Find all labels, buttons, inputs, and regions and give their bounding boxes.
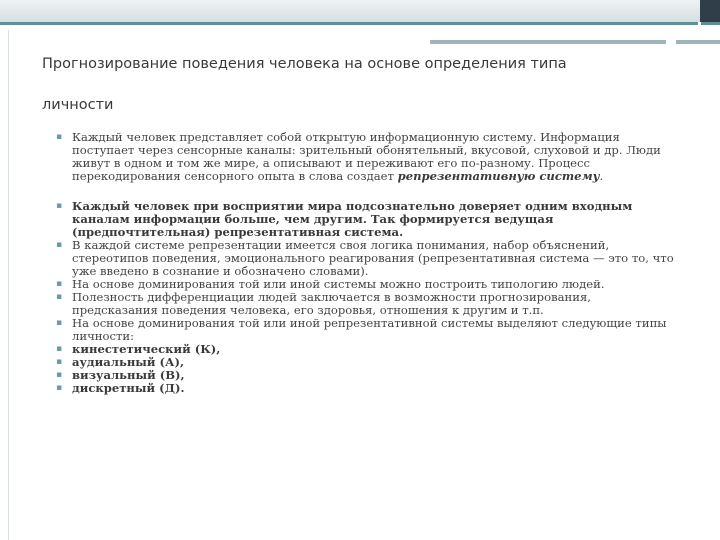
slide-title-line2: личности [42,97,114,113]
bullet-item-info-system [56,131,676,183]
item-text: Каждый человек представляет собой открытую информационную систему. Информация поступает через сенсорные каналы: зрительный обонятельный, вкусовой, слуховой и др. Люди живут в одном и том же мире, а описывают и переживают его по-разному. Процесс перекодирования сенсорного опыта в слова создает [72,130,661,183]
accent-line-right [701,22,720,25]
bullet-icon: ▪ [56,383,63,393]
top-band-dark [700,0,720,22]
item-emphasis: репрезентативную систему [397,169,600,183]
bullet-item-discrete [56,382,676,395]
bullet-icon: ▪ [56,201,63,211]
top-band [0,0,720,22]
top-band-light [0,0,700,22]
bullet-icon: ▪ [56,318,63,328]
left-guide-line [8,30,9,540]
item-text: визуальный (В), [72,368,185,382]
slide-body [56,131,676,395]
bullet-icon: ▪ [56,344,63,354]
item-end: . [599,169,604,183]
slide-title [42,44,682,126]
item-text: Каждый человек при восприятии мира подсознательно доверяет одним входным каналам информации больше, чем другим. Так формируется ведущая (предпочтительная) репрезентативная система. [72,199,633,239]
item-text: Полезность дифференциации людей заключается в возможности прогнозирования, предсказания поведения человека, его здоровья, отношения к другим и т.п. [72,290,591,317]
bullet-icon: ▪ [56,132,63,142]
accent-line [0,22,698,25]
bullet-item-logic [56,239,676,278]
bullet-icon: ▪ [56,357,63,367]
bullet-item-types-intro [56,317,676,343]
item-text: В каждой системе репрезентации имеется своя логика понимания, набор объяснений, стереотипов поведения, эмоционального реагирования (репрезентативная система — это то, что уже введено в сознание и обозначено словами). [72,238,674,278]
slide-title-line1: Прогнозирование поведения человека на основе определения типа [42,56,567,72]
bullet-item-usefulness [56,291,676,317]
bullet-icon: ▪ [56,370,63,380]
bullet-item-leading-system [56,200,676,239]
item-text: На основе доминирования той или иной репрезентативной системы выделяют следующие типы личности: [72,316,667,343]
bullet-icon: ▪ [56,292,63,302]
item-text: На основе доминирования той или иной системы можно построить типологию людей. [72,277,605,291]
item-text: аудиальный (А), [72,355,185,369]
item-text: дискретный (Д). [72,381,185,395]
bullet-icon: ▪ [56,279,63,289]
title-rule-right [676,40,720,44]
bullet-icon: ▪ [56,240,63,250]
item-text: кинестетический (К), [72,342,221,356]
